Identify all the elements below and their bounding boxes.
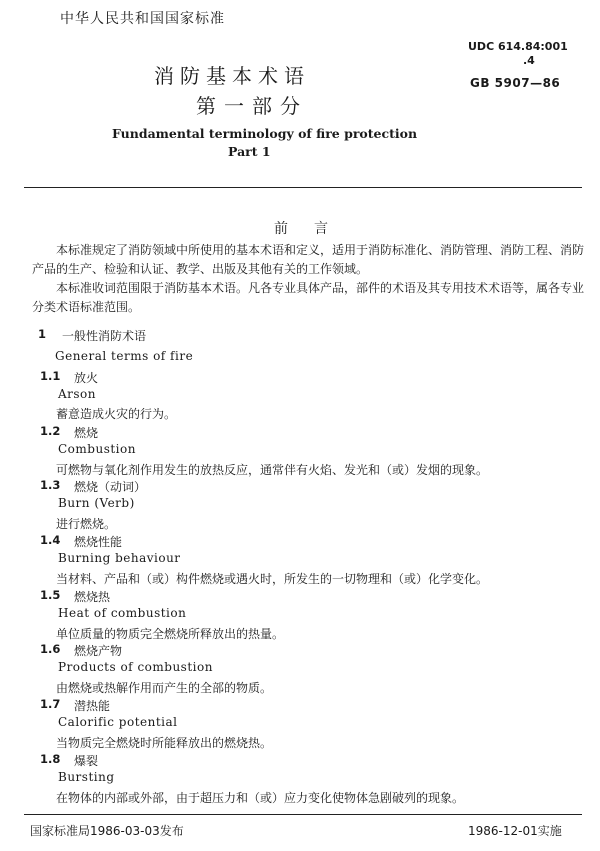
term-zh: 放火	[74, 371, 99, 385]
term-zh: 燃烧性能	[74, 535, 123, 549]
foreword-heading: 前言	[274, 221, 354, 237]
term-definition: 当物质完全燃烧时所能释放出的燃烧热。	[56, 736, 273, 750]
term-en: Combustion	[58, 442, 136, 456]
header-divider	[24, 187, 582, 188]
term-definition: 进行燃烧。	[56, 517, 117, 531]
term-en: Calorific potential	[58, 715, 178, 729]
section-title-zh: 一般性消防术语	[62, 329, 147, 343]
foreword-paragraph: 本标准收词范围限于消防基本术语。凡各专业具体产品，部件的术语及其专用技术术语等，属各专业分类术语标准范围。	[32, 281, 585, 314]
term-en: Products of combustion	[58, 660, 213, 674]
title-zh-part: 第一部分	[196, 94, 308, 118]
term-definition: 由燃烧或热解作用而产生的全部的物质。	[56, 681, 273, 695]
gb-number: GB 5907—86	[470, 76, 561, 90]
term-definition: 在物体的内部或外部，由于超压力和（或）应力变化使物体急剧破列的现象。	[56, 791, 465, 805]
term-zh: 燃烧	[74, 426, 99, 440]
term-number: 1.7	[40, 697, 61, 711]
effective-date: 1986-12-01实施	[468, 824, 562, 838]
term-number: 1.4	[40, 533, 61, 547]
term-en: Arson	[58, 387, 97, 401]
section-title-en: General terms of fire	[55, 349, 194, 363]
section-number: 1	[38, 327, 47, 341]
udc-code: UDC 614.84:001	[468, 40, 568, 53]
term-zh: 燃烧热	[74, 590, 111, 604]
issue-date: 国家标准局1986-03-03发布	[30, 824, 184, 838]
term-en: Burn (Verb)	[58, 496, 135, 510]
title-en: Fundamental terminology of fire protection	[112, 126, 418, 141]
term-en: Bursting	[58, 770, 115, 784]
issuer-title: 中华人民共和国国家标准	[60, 11, 225, 27]
foreword-paragraph: 本标准规定了消防领域中所使用的基本术语和定义，适用于消防标准化、消防管理、消防工程、消防产品的生产、检验和认证、教学、出版及其他有关的工作领域。	[32, 243, 585, 276]
title-zh: 消防基本术语	[154, 64, 310, 88]
term-definition: 可燃物与氧化剂作用发生的放热反应，通常伴有火焰、发光和（或）发烟的现象。	[56, 463, 489, 477]
term-number: 1.3	[40, 478, 61, 492]
term-number: 1.1	[40, 369, 61, 383]
term-en: Heat of combustion	[58, 606, 187, 620]
term-number: 1.2	[40, 424, 61, 438]
footer-divider	[24, 814, 582, 815]
term-definition: 蓄意造成火灾的行为。	[56, 407, 177, 421]
term-zh: 爆裂	[74, 754, 99, 768]
term-definition: 当材料、产品和（或）构件燃烧或遇火时，所发生的一切物理和（或）化学变化。	[56, 572, 489, 586]
term-number: 1.8	[40, 752, 61, 766]
term-number: 1.5	[40, 588, 61, 602]
term-zh: 燃烧（动词）	[74, 480, 147, 494]
term-en: Burning behaviour	[58, 551, 181, 565]
term-definition: 单位质量的物质完全燃烧所释放出的热量。	[56, 627, 285, 641]
term-number: 1.6	[40, 642, 61, 656]
title-en-part: Part 1	[228, 144, 271, 159]
term-zh: 燃烧产物	[74, 644, 123, 658]
udc-code-suffix: .4	[523, 54, 535, 67]
term-zh: 潜热能	[74, 699, 111, 713]
